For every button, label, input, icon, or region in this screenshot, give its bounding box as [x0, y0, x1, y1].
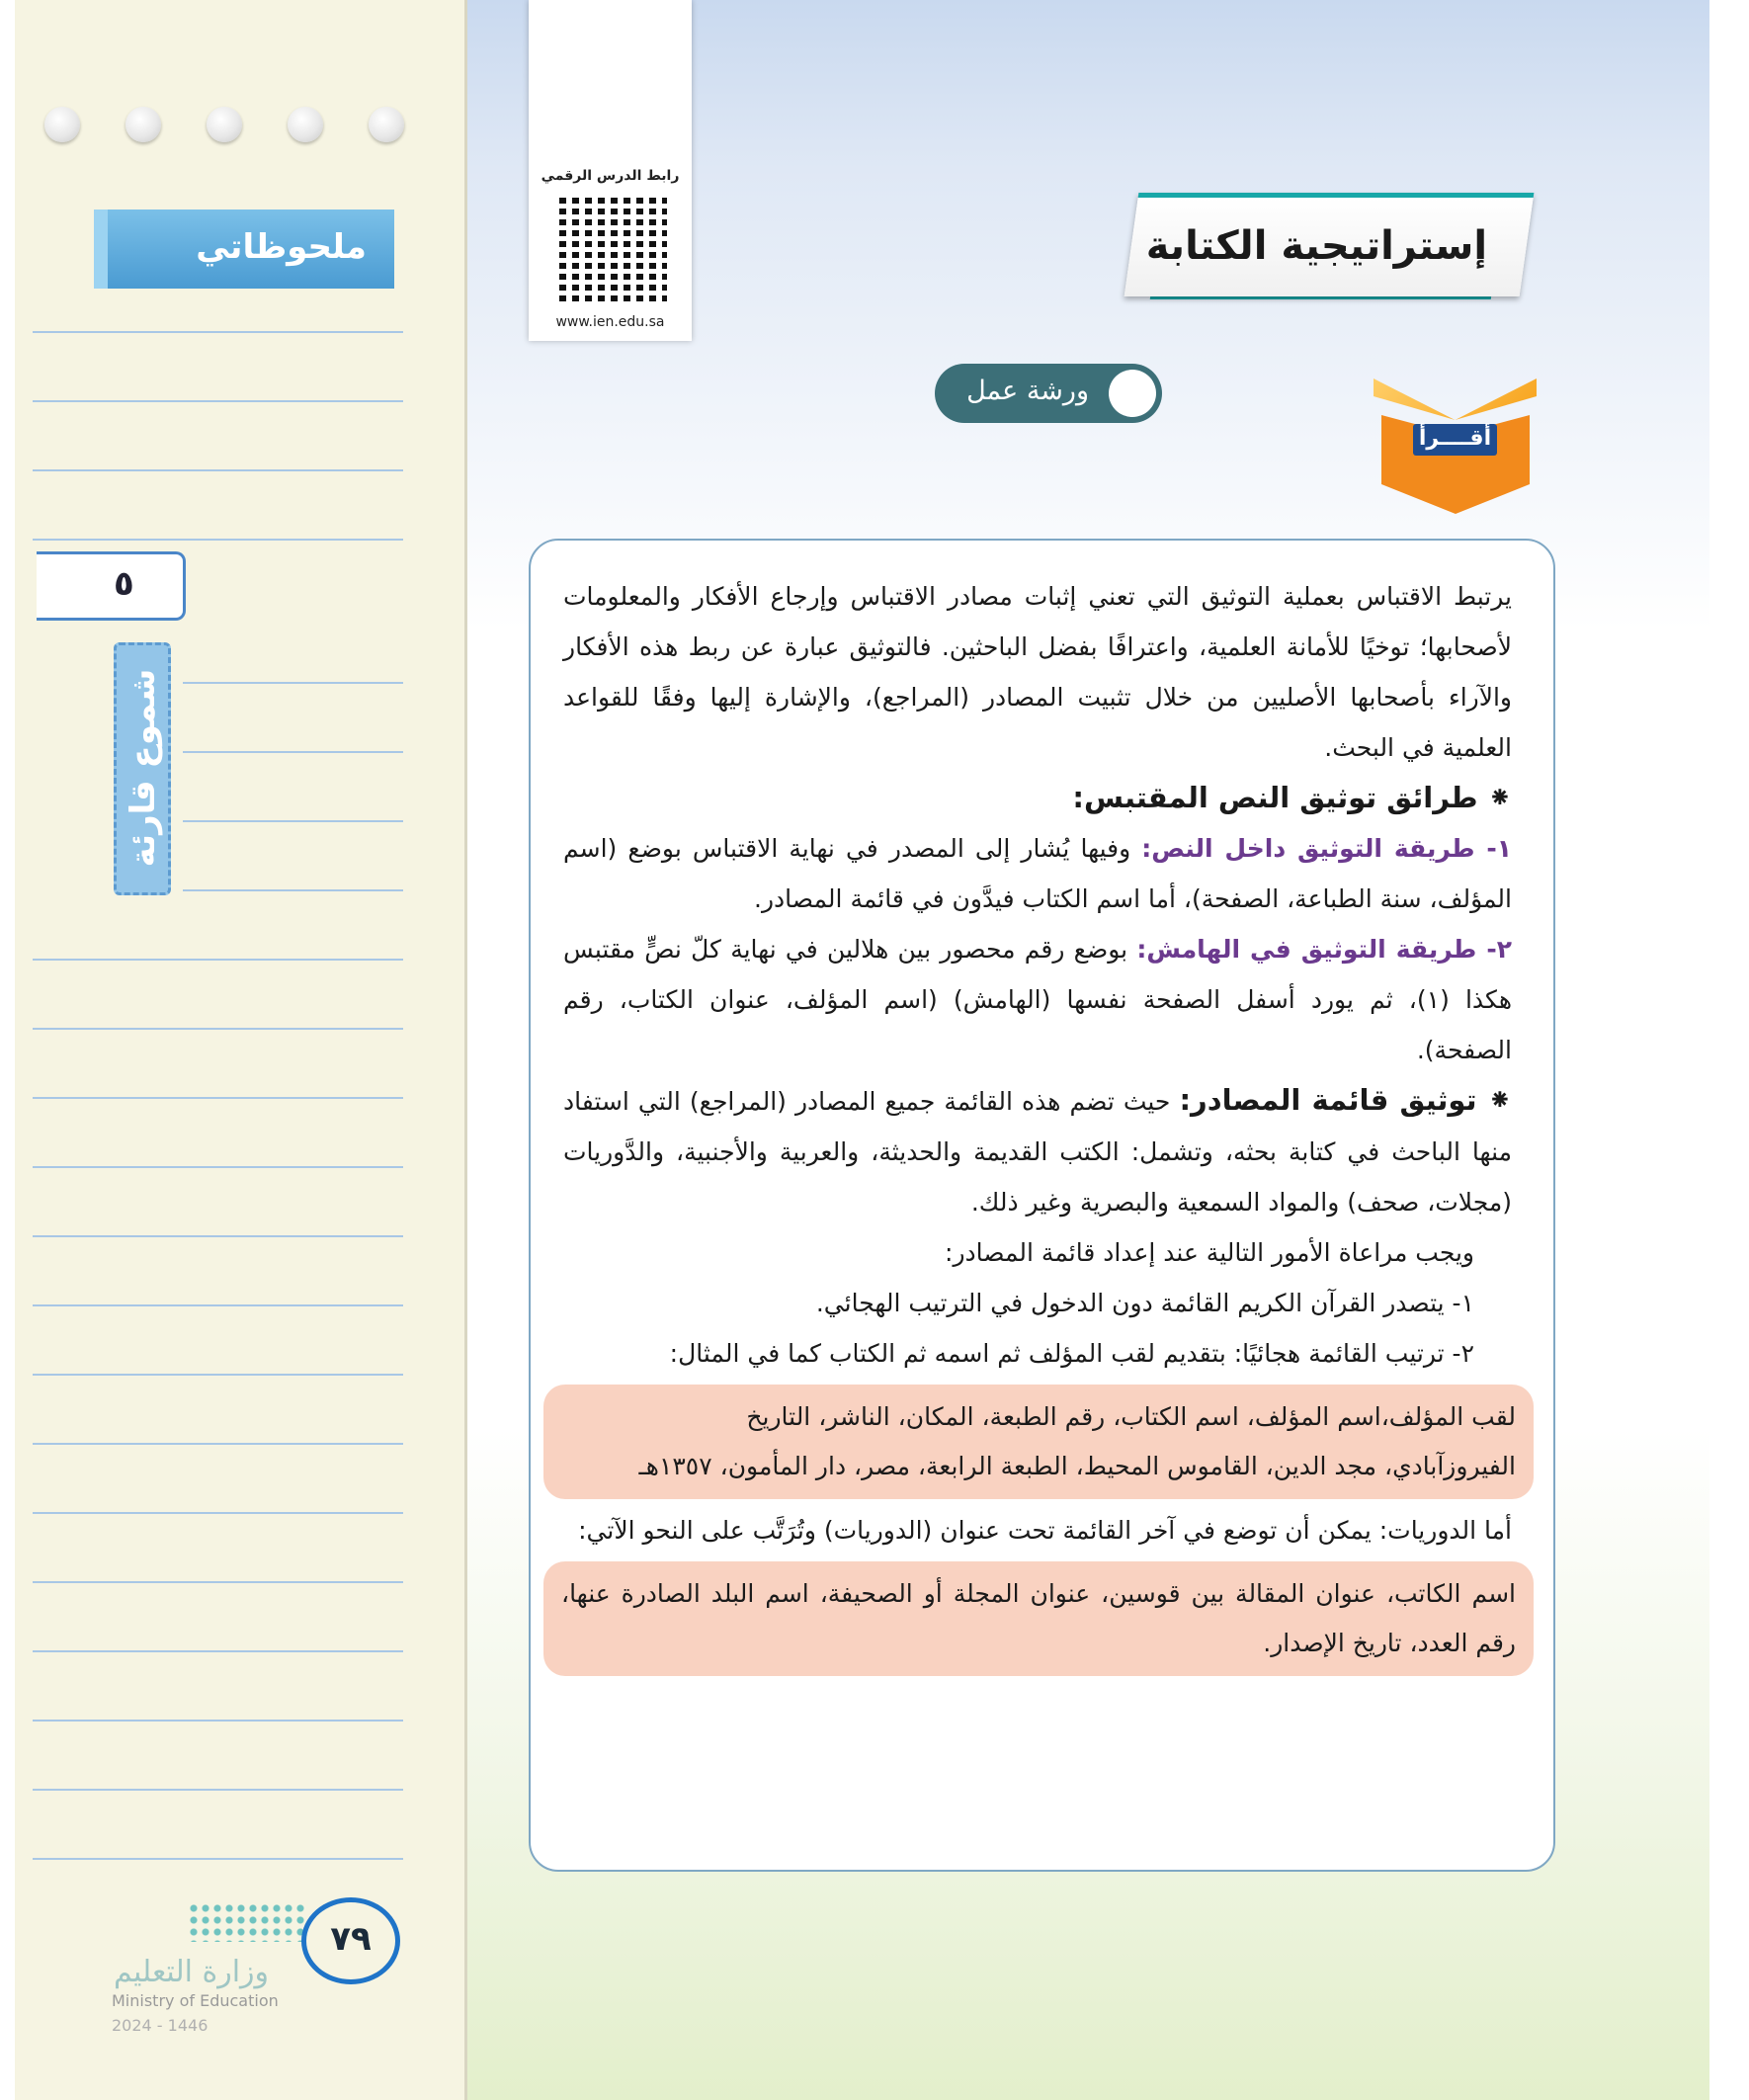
note-line [33, 1789, 403, 1791]
sources-text: حيث تضم هذه القائمة جميع المصادر (المراجع) التي استفاد منها الباحث في كتابة بحثه، وتشمل: الكتب القديمة والحديثة، والعربية والأجنبية، والدَّوريات (مجلات، صحف) والمواد السمعية والبصرية وغير ذلك. [563, 1087, 1512, 1217]
ministry-year: 2024 - 1446 [112, 2016, 208, 2035]
note-line [33, 331, 403, 333]
ministry-logo-dots [188, 1902, 306, 1942]
section-banner [1124, 193, 1535, 296]
toggle-circle-icon [1109, 370, 1156, 417]
sources-paragraph [563, 1075, 1512, 1227]
example-format-line: لقب المؤلف،اسم المؤلف، اسم الكتاب، رقم الطبعة، المكان، الناشر، التاريخ [746, 1402, 1516, 1431]
notes-sidebar [15, 0, 467, 2100]
section-heading-methods: ⁕ طرائق توثيق النص المقتبس: [1072, 781, 1512, 814]
note-line [33, 539, 403, 541]
note-line [33, 1097, 403, 1099]
method-2 [563, 924, 1512, 1075]
rule-2: ٢- ترتيب القائمة هجائيًا: بتقديم لقب المؤلف ثم اسمه ثم الكتاب كما في المثال: [669, 1339, 1474, 1368]
periodicals-paragraph: أما الدوريات: يمكن أن توضع في آخر القائمة تحت عنوان (الدوريات) وتُرَتَّب على النحو الآتي: [578, 1516, 1512, 1545]
rules-intro: ويجب مراعاة الأمور التالية عند إعداد قائمة المصادر: [945, 1238, 1474, 1267]
unit-title: شموع قارئة [124, 668, 163, 868]
qr-label: رابط الدرس الرقمي [541, 168, 680, 184]
page-number-badge [301, 1897, 400, 1984]
intro-paragraph: يرتبط الاقتباس بعملية التوثيق التي تعني إثبات مصادر الاقتباس وإرجاع الأفكار والمعلومات لأصحابها؛ توخيًا للأمانة العلمية، واعترافًا بفضل الباحثين. فالتوثيق عبارة عن ربط هذه الأفكار والآراء بأصحابها الأصليين من خلال تثبيت المصادر (المراجع)، والإشارة إليها وفقًا للقواعد العلمية في البحث. [563, 582, 1512, 762]
example-periodical-text: اسم الكاتب، عنوان المقالة بين قوسين، عنوان المجلة أو الصحيفة، اسم البلد الصادرة عنها، رقم العدد، تاريخ الإصدار. [561, 1579, 1516, 1657]
binder-ring [207, 107, 242, 142]
sources-heading: ⁕ توثيق قائمة المصادر: [1179, 1083, 1512, 1117]
note-line [183, 820, 403, 822]
unit-number: ٥ [114, 564, 134, 604]
binder-ring [288, 107, 323, 142]
unit-number-box [37, 551, 186, 621]
note-line [183, 889, 403, 891]
binder-ring [369, 107, 404, 142]
note-line [33, 1858, 403, 1860]
lesson-content [561, 571, 1516, 1682]
qr-code-icon[interactable] [553, 193, 667, 306]
notes-title: ملحوظاتي [196, 227, 367, 267]
example-book-citation [543, 1385, 1534, 1499]
binder-ring [44, 107, 80, 142]
note-line [33, 1235, 403, 1237]
method-1 [563, 823, 1512, 924]
note-line [33, 1650, 403, 1652]
page-number: ٧٩ [330, 1919, 372, 1959]
method-1-text: وفيها يُشار إلى المصدر في نهاية الاقتباس بوضع (اسم المؤلف، سنة الطباعة، الصفحة)، أما اسم الكتاب فيدَّون في قائمة المصادر. [563, 834, 1512, 913]
note-line [33, 1304, 403, 1306]
note-line [33, 1512, 403, 1514]
note-line [33, 959, 403, 961]
note-line [33, 1374, 403, 1376]
method-1-label: ١- طريقة التوثيق داخل النص: [1141, 834, 1512, 863]
section-title: إستراتيجية الكتابة [1145, 223, 1487, 269]
method-2-label: ٢- طريقة التوثيق في الهامش: [1136, 935, 1512, 964]
notes-tab [94, 210, 394, 289]
rule-1: ١- يتصدر القرآن الكريم القائمة دون الدخول في الترتيب الهجائي. [815, 1289, 1474, 1317]
note-line [33, 1581, 403, 1583]
ministry-name-ar: وزارة التعليم [114, 1955, 270, 1989]
read-label: أقــــرأ [1418, 426, 1492, 451]
note-line [33, 1720, 403, 1722]
binder-ring [125, 107, 161, 142]
method-2-text: بوضع رقم محصور بين هلالين في نهاية كلّ نصٍّ مقتبس هكذا (١)، ثم يورد أسفل الصفحة نفسها (الهامش) (اسم المؤلف، عنوان الكتاب، رقم الصفحة). [563, 935, 1513, 1064]
workshop-pill [935, 364, 1162, 423]
note-line [33, 1028, 403, 1030]
note-line [33, 400, 403, 402]
unit-title-tab [114, 642, 171, 895]
book-pages [1374, 361, 1537, 420]
note-line [33, 1443, 403, 1445]
qr-card[interactable] [529, 0, 692, 341]
note-line [183, 751, 403, 753]
note-line [183, 682, 403, 684]
qr-url[interactable]: www.ien.edu.sa [555, 314, 665, 330]
example-sample-line: الفيروزآبادي، مجد الدين، القاموس المحيط، الطبعة الرابعة، مصر، دار المأمون، ١٣٥٧هـ [638, 1452, 1516, 1480]
note-line [33, 1166, 403, 1168]
read-badge [1413, 424, 1497, 456]
workshop-label: ورشة عمل [966, 376, 1089, 406]
ministry-name-en: Ministry of Education [112, 1991, 279, 2010]
note-line [33, 469, 403, 471]
open-book-icon [1374, 361, 1537, 514]
example-periodical-citation [543, 1561, 1534, 1676]
